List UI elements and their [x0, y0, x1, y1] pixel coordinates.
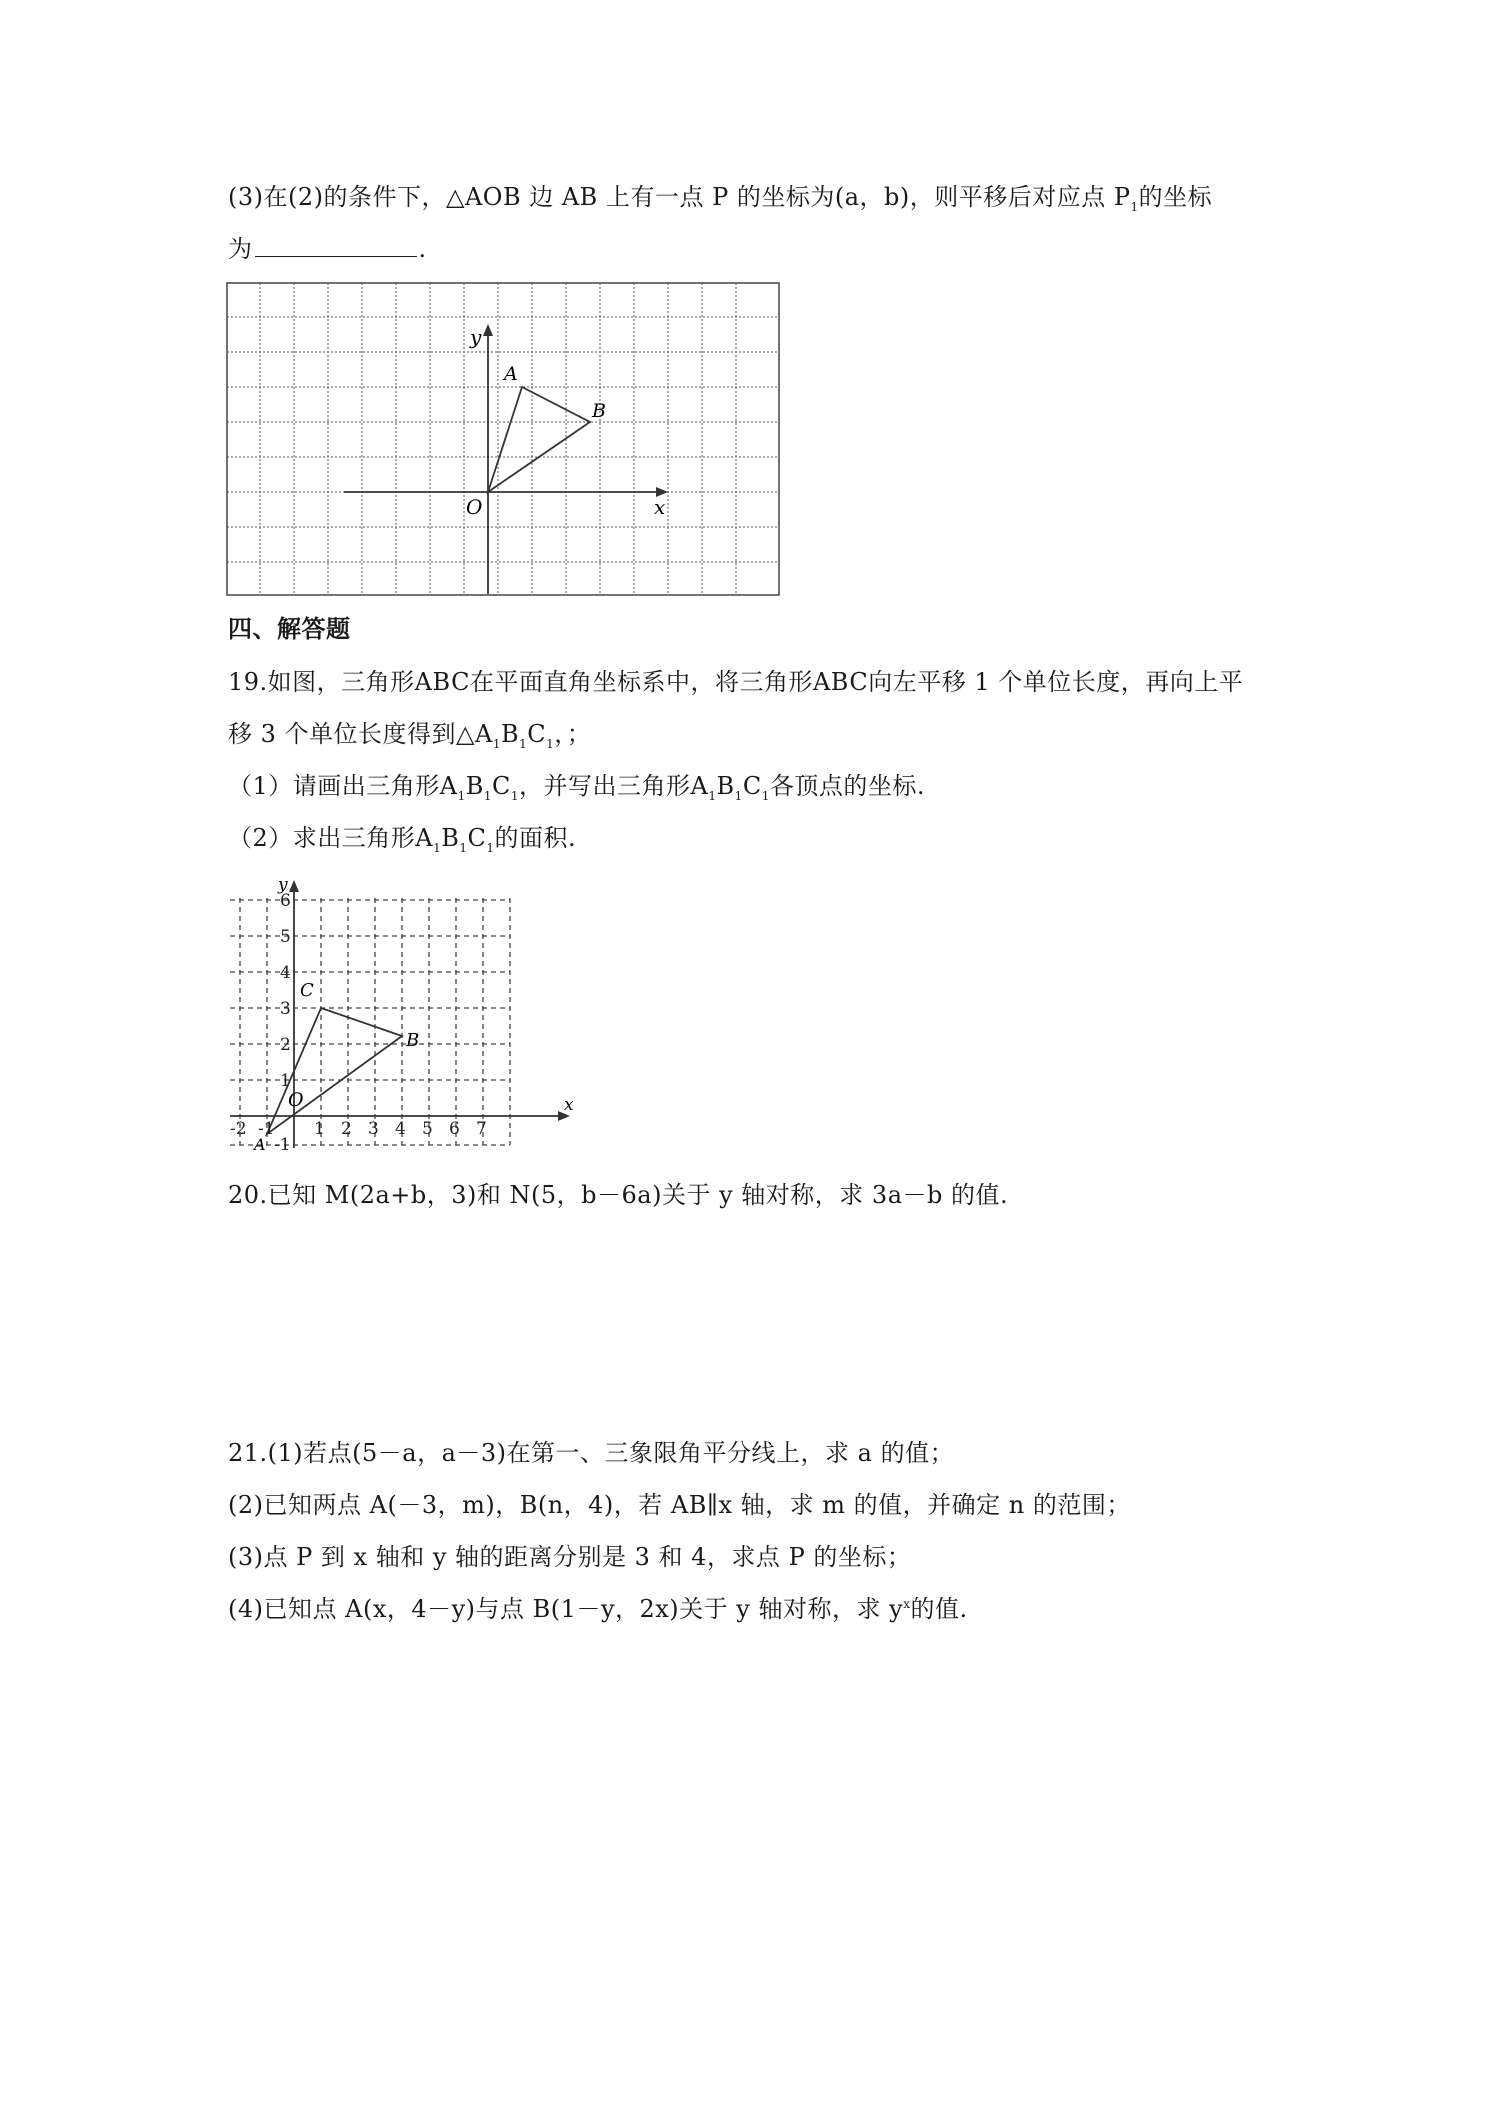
x-tick-label: 7: [476, 1119, 487, 1139]
q19-part1-text: ，并写出三角形A: [519, 772, 709, 800]
q20-text: 20.已知 M(2a+b，3)和 N(5，b－6a)关于 y 轴对称，求 3a－b 的值.: [228, 1181, 1009, 1209]
q21-part4-text: (4)已知点 A(x，4－y)与点 B(1－y，2x)关于 y 轴对称，求 y: [228, 1595, 904, 1623]
subscript: 1: [546, 736, 555, 751]
q18-text-end: .: [418, 235, 427, 263]
x-tick-label: 2: [341, 1119, 352, 1139]
point-c-label: C: [300, 980, 314, 1001]
subscript: 1: [459, 840, 468, 855]
origin-label: O: [466, 495, 483, 519]
vertex-letter: C: [467, 824, 487, 852]
x-tick-label: -2: [230, 1119, 247, 1139]
grid-lines: [230, 898, 510, 1145]
y-tick-label: 5: [280, 927, 291, 947]
superscript: x: [903, 1597, 911, 1611]
q18-text-end: 的坐标: [1138, 183, 1213, 211]
q21-part2: (2)已知两点 A(－3，m)，B(n，4)，若 AB∥x 轴，求 m 的值，并确定 n 的范围；: [228, 1491, 1131, 1519]
q19-part1-text-end: 各顶点的坐标.: [769, 772, 925, 800]
x-tick-label: 1: [314, 1119, 325, 1139]
subscript: 1: [761, 788, 770, 803]
q21-part4: [228, 1594, 968, 1624]
q18-text: 为: [228, 235, 253, 263]
point-b-label: B: [592, 400, 606, 422]
subscript: 1: [708, 788, 717, 803]
subscript: 1: [483, 788, 493, 803]
subscript: 1: [1130, 199, 1139, 214]
q21-part3: (3)点 P 到 x 轴和 y 轴的距离分别是 3 和 4，求点 P 的坐标；: [228, 1543, 912, 1571]
q19-line2: [228, 719, 591, 749]
origin-label: O: [288, 1089, 304, 1111]
y-tick-label: -1: [274, 1135, 291, 1150]
vertex-letter: B: [716, 772, 735, 800]
subscript: 1: [492, 736, 501, 751]
y-tick-label: 1: [280, 1071, 291, 1091]
section-heading: 四、解答题: [228, 615, 351, 643]
y-tick-label: 3: [280, 999, 291, 1019]
vertex-letter: B: [500, 720, 520, 748]
q18-text: (3)在(2)的条件下，△AOB 边 AB 上有一点 P 的坐标为(a，b)，则平移后对应点 P: [228, 183, 1131, 211]
triangle-aob: [488, 387, 590, 492]
q18-part3-line2: [228, 234, 427, 264]
y-axis-label: y: [470, 325, 482, 349]
grid-border: [227, 283, 779, 595]
subscript: 1: [510, 788, 520, 803]
x-axis-label: x: [564, 1095, 574, 1115]
q21-part4-text-end: 的值.: [910, 1595, 968, 1623]
q18-part3-line1: [228, 182, 1212, 212]
point-a-label: A: [504, 363, 518, 385]
y-tick-label: 6: [280, 891, 291, 911]
q19-part1-text: （1）请画出三角形A: [228, 772, 458, 800]
vertex-letter: C: [527, 720, 547, 748]
y-tick-label: 4: [280, 963, 291, 983]
x-tick-label: -1: [258, 1119, 275, 1139]
x-tick-label: 6: [449, 1119, 460, 1139]
x-tick-label: 5: [422, 1119, 433, 1139]
point-a-label: A: [254, 1135, 266, 1150]
point-b-label: B: [406, 1030, 420, 1051]
grid-lines: [227, 283, 779, 595]
x-tick-label: 3: [368, 1119, 379, 1139]
q19-part2: [228, 823, 576, 853]
vertex-letter: C: [492, 772, 511, 800]
subscript: 1: [486, 840, 495, 855]
subscript: 1: [519, 736, 528, 751]
vertex-letter: B: [465, 772, 484, 800]
q19-part2-text: （2）求出三角形A: [228, 824, 434, 852]
vertex-letter: C: [742, 772, 762, 800]
q21-part1: 21.(1)若点(5－a，a－3)在第一、三象限角平分线上，求 a 的值；: [228, 1439, 955, 1467]
x-tick-labels: [230, 1119, 487, 1139]
q19-line1: 19.如图，三角形ABC在平面直角坐标系中，将三角形ABC向左平移 1 个单位长度，再向上平: [228, 668, 1244, 696]
q19-part2-text-end: 的面积.: [494, 824, 577, 852]
q19-part1: [228, 771, 925, 801]
x-tick-label: 4: [395, 1119, 406, 1139]
y-axis-label: y: [278, 875, 288, 895]
answer-blank[interactable]: [255, 234, 417, 257]
x-axis-label: x: [654, 495, 666, 519]
q19-text: 移 3 个单位长度得到△A: [228, 720, 493, 748]
vertex-letter: B: [441, 824, 460, 852]
figure-aob-grid: [226, 282, 780, 596]
subscript: 1: [457, 788, 466, 803]
figure-abc-grid: [226, 870, 576, 1150]
y-tick-label: 2: [280, 1035, 291, 1055]
subscript: 1: [734, 788, 743, 803]
y-axis-arrow: [483, 324, 493, 336]
q19-text-end: ，；: [554, 720, 592, 748]
subscript: 1: [433, 840, 442, 855]
